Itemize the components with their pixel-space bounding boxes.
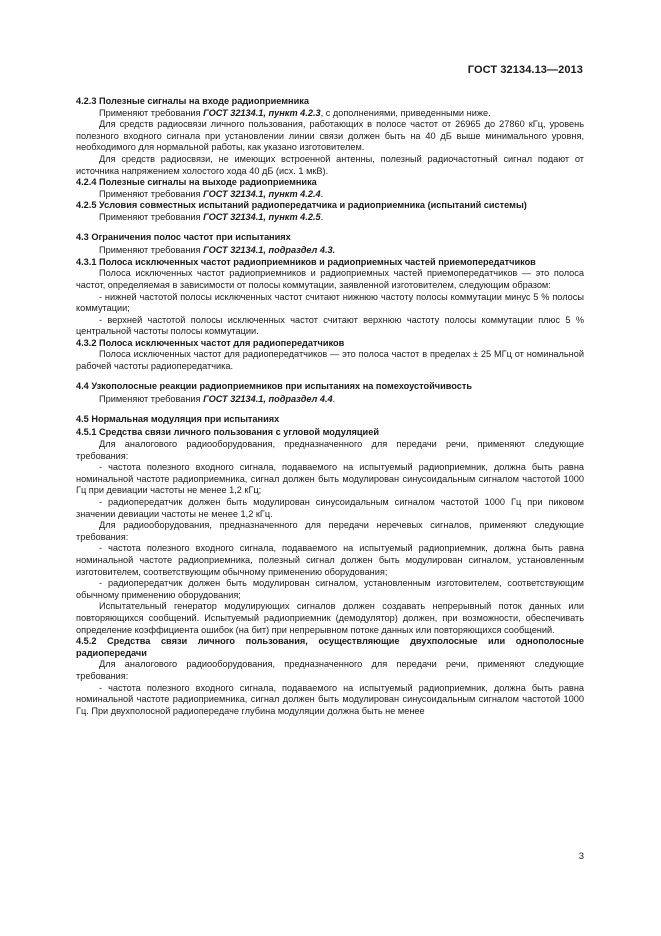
- list-item: - нижней частотой полосы исключенных частот считают нижнюю частоту полосы коммутации минус 5 % полосы коммутации;: [76, 291, 584, 314]
- list-item: - верхней частотой полосы исключенных частот считают верхнюю частоту полосы коммутации плюс 5 % центральной частоты полосы коммутации.: [76, 314, 584, 337]
- reference: ГОСТ 32134.1, пункт 4.2.4: [203, 188, 321, 199]
- paragraph: Для радиооборудования, предназначенного для передачи неречевых сигналов, применяют следующие требования:: [76, 520, 584, 542]
- heading-4-3: 4.3 Ограничения полос частот при испытаниях: [76, 231, 291, 242]
- heading-4-5-1: 4.5.1 Средства связи личного пользования с угловой модуляцией: [76, 427, 379, 438]
- paragraph: Для аналогового радиооборудования, предназначенного для передачи речи, применяют следующие требования:: [76, 659, 584, 681]
- paragraph: Применяют требования ГОСТ 32134.1, пункт 4.2.4.: [99, 188, 324, 199]
- heading-4-2-5: 4.2.5 Условия совместных испытаний радиопередатчика и радиоприемника (испытаний системы): [76, 200, 527, 211]
- heading-4-3-1: 4.3.1 Полоса исключенных частот радиоприемников и радиоприемных частей приемопередатчиков: [76, 256, 536, 267]
- heading-4-2-3: 4.2.3 Полезные сигналы на входе радиоприемника: [76, 96, 309, 106]
- list-item: - радиопередатчик должен быть модулирован синусоидальным сигналом частотой 1000 Гц при пиковом значении девиации частоты не менее 1,2 кГц.: [76, 497, 584, 519]
- paragraph: Полоса исключенных частот для радиопередатчиков — это полоса частот в пределах ± 25 МГц от номинальной рабочей частоты радиопередатчика.: [76, 349, 584, 372]
- paragraph: Для аналогового радиооборудования, предназначенного для передачи речи, применяют следующие требования:: [76, 439, 584, 461]
- page-number: 3: [578, 851, 584, 862]
- heading-4-4: 4.4 Узкополосные реакции радиоприемников при испытаниях на помехоустойчивость: [76, 380, 473, 391]
- document-body: [76, 96, 584, 717]
- reference: ГОСТ 32134.1, пункт 4.2.5: [203, 211, 321, 222]
- list-item: - частота полезного входного сигнала, подаваемого на испытуемый радиоприемник, должна быть равна номинальной частоте радиоприемника, сигнал должен быть модулирован синусоидальным сигналом частотой 1000 Гц при девиации частоты не менее 1,2 кГц;: [76, 462, 584, 496]
- heading-4-2-4: 4.2.4 Полезные сигналы на выходе радиоприемника: [76, 177, 317, 188]
- paragraph: Применяют требования ГОСТ 32134.1, подраздел 4.3.: [99, 245, 336, 256]
- paragraph: Испытательный генератор модулирующих сигналов должен создавать непрерывный поток данных или повторяющихся сообщений. Испытуемый радиоприемник (демодулятор) должен, при возможности, обеспечивать определение коэффициента ошибок (на бит) при непрерывном потоке данных или повторяющихся сообщений.: [76, 601, 584, 635]
- list-item: - радиопередатчик должен быть модулирован сигналом, установленным изготовителем, соответствующим обычному применению оборудования;: [76, 578, 584, 600]
- heading-4-5-2: 4.5.2 Средства связи личного пользования, осуществляющие двухполосные или однополосные радиопередачи: [76, 636, 584, 658]
- heading-4-3-2: 4.3.2 Полоса исключенных частот для радиопередатчиков: [76, 337, 345, 348]
- list-item: - частота полезного входного сигнала, подаваемого на испытуемый радиоприемник, должна быть равна номинальной частоте радиоприемника, полезный сигнал должен быть модулирован сигналом, установленным изготовителем, соответствующим обычному применению оборудования;: [76, 543, 584, 577]
- reference: ГОСТ 32134.1, пункт 4.2.3: [203, 107, 321, 118]
- paragraph: Применяют требования ГОСТ 32134.1, пункт 4.2.5.: [99, 211, 324, 222]
- reference: ГОСТ 32134.1, подраздел 4.3.: [203, 245, 336, 256]
- list-item: - частота полезного входного сигнала, подаваемого на испытуемый радиоприемник, должна быть равна номинальной частоте радиоприемника, сигнал должен быть модулирован синусоидальным сигналом частотой 1000 Гц. При двухполосной радиопередаче глубина модуляции должна быть не менее: [76, 682, 584, 716]
- paragraph: Для средств радиосвязи личного пользования, работающих в полосе частот от 26965 до 27860 кГц, уровень полезного входного сигнала при установлении линии связи должен быть на 40 дБ выше минимального уровня, необходимого для нормальной работы, как указано изготовителем.: [76, 119, 584, 153]
- paragraph: Применяют требования ГОСТ 32134.1, пункт 4.2.3, с дополнениями, приведенными ниже.: [99, 107, 491, 118]
- paragraph: Для средств радиосвязи, не имеющих встроенной антенны, полезный радиочастотный сигнал подают от источника напряжением холостого хода 40 дБ (исх. 1 мкВ).: [76, 153, 584, 176]
- paragraph: Полоса исключенных частот радиоприемников и радиоприемных частей приемопередатчиков — это полоса частот, определяемая в зависимости от полосы коммутации, заявленной изготовителем, следующим образом:: [76, 268, 584, 290]
- standard-code: ГОСТ 32134.13—2013: [467, 64, 583, 76]
- heading-4-5: 4.5 Нормальная модуляция при испытаниях: [76, 413, 280, 424]
- paragraph: Применяют требования ГОСТ 32134.1, подраздел 4.4.: [99, 394, 336, 405]
- reference: ГОСТ 32134.1, подраздел 4.4: [203, 394, 333, 405]
